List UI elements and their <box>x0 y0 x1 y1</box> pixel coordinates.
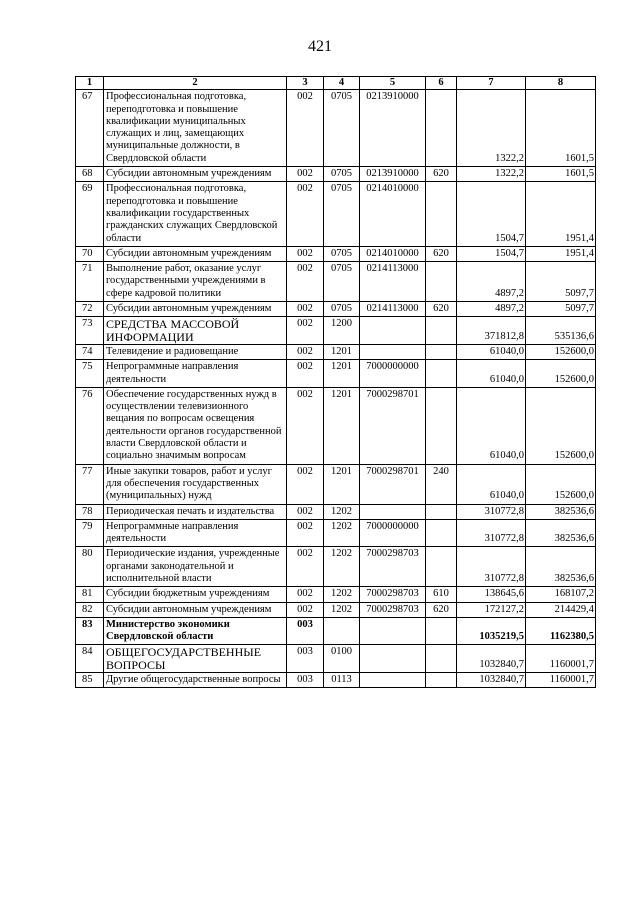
amount-2019-cell: 310772,8 <box>457 547 526 587</box>
row-name-cell: Субсидии автономным учреждениям <box>104 246 287 261</box>
header-col-5: 5 <box>360 77 426 90</box>
section-code-cell: 0705 <box>324 302 360 317</box>
admin-code-cell: 002 <box>287 317 324 345</box>
target-code-cell: 0214010000 <box>360 182 426 246</box>
amount-2020-cell: 382536,6 <box>526 504 596 519</box>
table-row <box>76 344 596 359</box>
row-number-cell: 84 <box>76 645 104 673</box>
table-header-row <box>76 77 596 90</box>
target-code-cell <box>360 673 426 688</box>
row-number-cell: 85 <box>76 673 104 688</box>
expense-type-cell <box>426 360 457 388</box>
expense-type-cell <box>426 617 457 645</box>
amount-2020-cell: 1951,4 <box>526 182 596 246</box>
expense-type-cell: 240 <box>426 464 457 504</box>
expense-type-cell <box>426 344 457 359</box>
section-code-cell: 1202 <box>324 547 360 587</box>
table-row <box>76 547 596 587</box>
amount-2020-cell: 535136,6 <box>526 317 596 345</box>
amount-2019-cell: 61040,0 <box>457 387 526 464</box>
section-code-cell: 1202 <box>324 504 360 519</box>
table-row <box>76 262 596 302</box>
target-code-cell: 7000298703 <box>360 587 426 602</box>
amount-2019-cell: 1032840,7 <box>457 673 526 688</box>
header-col-8: 8 <box>526 77 596 90</box>
table-row <box>76 504 596 519</box>
row-name-cell: СРЕДСТВА МАССОВОЙ ИНФОРМАЦИИ <box>104 317 287 345</box>
amount-2019-cell: 310772,8 <box>457 504 526 519</box>
row-number-cell: 76 <box>76 387 104 464</box>
amount-2020-cell: 5097,7 <box>526 302 596 317</box>
target-code-cell: 7000298701 <box>360 387 426 464</box>
target-code-cell: 7000000000 <box>360 360 426 388</box>
admin-code-cell: 002 <box>287 387 324 464</box>
table-body <box>76 90 596 688</box>
header-col-7: 7 <box>457 77 526 90</box>
amount-2019-cell: 1035219,5 <box>457 617 526 645</box>
amount-2020-cell: 1951,4 <box>526 246 596 261</box>
row-number-cell: 82 <box>76 602 104 617</box>
target-code-cell: 0214113000 <box>360 302 426 317</box>
table-row <box>76 617 596 645</box>
table-row <box>76 90 596 167</box>
row-name-cell: Обеспечение государственных нужд в осуществлении телевизионного вещания по вопросам освещения деятельности органов государственной власти Свердловской области и социально значимым вопросам <box>104 387 287 464</box>
row-number-cell: 72 <box>76 302 104 317</box>
row-name-cell: Профессиональная подготовка, переподготовка и повышение квалификации муниципальных служащих и лиц, замещающих муниципальные должности, в Свердловской области <box>104 90 287 167</box>
header-col-1: 1 <box>76 77 104 90</box>
amount-2019-cell: 1322,2 <box>457 167 526 182</box>
expense-type-cell: 610 <box>426 587 457 602</box>
admin-code-cell: 002 <box>287 182 324 246</box>
amount-2020-cell: 1160001,7 <box>526 673 596 688</box>
table-row <box>76 602 596 617</box>
row-number-cell: 80 <box>76 547 104 587</box>
section-code-cell: 0705 <box>324 90 360 167</box>
amount-2020-cell: 1601,5 <box>526 90 596 167</box>
amount-2019-cell: 1504,7 <box>457 246 526 261</box>
admin-code-cell: 003 <box>287 645 324 673</box>
amount-2020-cell: 152600,0 <box>526 360 596 388</box>
target-code-cell: 7000298701 <box>360 464 426 504</box>
row-number-cell: 73 <box>76 317 104 345</box>
amount-2019-cell: 61040,0 <box>457 344 526 359</box>
section-code-cell: 1201 <box>324 464 360 504</box>
section-code-cell: 1201 <box>324 387 360 464</box>
section-code-cell: 0113 <box>324 673 360 688</box>
admin-code-cell: 002 <box>287 464 324 504</box>
row-number-cell: 68 <box>76 167 104 182</box>
row-name-cell: Субсидии автономным учреждениям <box>104 167 287 182</box>
amount-2020-cell: 382536,6 <box>526 519 596 547</box>
table-row <box>76 182 596 246</box>
section-code-cell: 0705 <box>324 167 360 182</box>
amount-2019-cell: 371812,8 <box>457 317 526 345</box>
admin-code-cell: 002 <box>287 167 324 182</box>
table-row <box>76 519 596 547</box>
amount-2020-cell: 152600,0 <box>526 344 596 359</box>
row-name-cell: Субсидии автономным учреждениям <box>104 302 287 317</box>
row-name-cell: Иные закупки товаров, работ и услуг для обеспечения государственных (муниципальных) нужд <box>104 464 287 504</box>
amount-2019-cell: 4897,2 <box>457 302 526 317</box>
row-name-cell: Телевидение и радиовещание <box>104 344 287 359</box>
admin-code-cell: 003 <box>287 617 324 645</box>
table-row <box>76 464 596 504</box>
admin-code-cell: 002 <box>287 262 324 302</box>
row-number-cell: 69 <box>76 182 104 246</box>
target-code-cell: 0214113000 <box>360 262 426 302</box>
admin-code-cell: 002 <box>287 587 324 602</box>
expense-type-cell <box>426 504 457 519</box>
expense-type-cell: 620 <box>426 302 457 317</box>
target-code-cell: 0213910000 <box>360 167 426 182</box>
header-col-6: 6 <box>426 77 457 90</box>
expense-type-cell: 620 <box>426 246 457 261</box>
target-code-cell <box>360 317 426 345</box>
admin-code-cell: 002 <box>287 360 324 388</box>
table-row <box>76 246 596 261</box>
row-number-cell: 78 <box>76 504 104 519</box>
amount-2020-cell: 382536,6 <box>526 547 596 587</box>
target-code-cell <box>360 617 426 645</box>
admin-code-cell: 002 <box>287 90 324 167</box>
amount-2019-cell: 138645,6 <box>457 587 526 602</box>
admin-code-cell: 003 <box>287 673 324 688</box>
target-code-cell <box>360 645 426 673</box>
table-row <box>76 387 596 464</box>
amount-2020-cell: 152600,0 <box>526 387 596 464</box>
amount-2020-cell: 1160001,7 <box>526 645 596 673</box>
table-row <box>76 302 596 317</box>
row-name-cell: Периодическая печать и издательства <box>104 504 287 519</box>
admin-code-cell: 002 <box>287 547 324 587</box>
section-code-cell: 1200 <box>324 317 360 345</box>
expense-type-cell <box>426 387 457 464</box>
row-name-cell: Субсидии автономным учреждениям <box>104 602 287 617</box>
amount-2020-cell: 214429,4 <box>526 602 596 617</box>
amount-2020-cell: 1162380,5 <box>526 617 596 645</box>
amount-2020-cell: 5097,7 <box>526 262 596 302</box>
amount-2019-cell: 172127,2 <box>457 602 526 617</box>
table-row <box>76 673 596 688</box>
section-code-cell: 0705 <box>324 182 360 246</box>
amount-2019-cell: 61040,0 <box>457 464 526 504</box>
row-name-cell: Профессиональная подготовка, переподготовка и повышение квалификации государственных гражданских служащих Свердловской области <box>104 182 287 246</box>
amount-2019-cell: 4897,2 <box>457 262 526 302</box>
header-col-3: 3 <box>287 77 324 90</box>
amount-2020-cell: 152600,0 <box>526 464 596 504</box>
expense-type-cell <box>426 262 457 302</box>
row-number-cell: 71 <box>76 262 104 302</box>
section-code-cell: 0705 <box>324 262 360 302</box>
section-code-cell: 1201 <box>324 360 360 388</box>
target-code-cell: 7000000000 <box>360 519 426 547</box>
admin-code-cell: 002 <box>287 504 324 519</box>
row-name-cell: Непрограммные направления деятельности <box>104 360 287 388</box>
expense-type-cell <box>426 547 457 587</box>
row-name-cell: Субсидии бюджетным учреждениям <box>104 587 287 602</box>
expense-type-cell <box>426 645 457 673</box>
row-number-cell: 75 <box>76 360 104 388</box>
row-name-cell: Непрограммные направления деятельности <box>104 519 287 547</box>
row-number-cell: 83 <box>76 617 104 645</box>
row-number-cell: 79 <box>76 519 104 547</box>
expense-type-cell <box>426 317 457 345</box>
section-code-cell: 1201 <box>324 344 360 359</box>
section-code-cell: 0100 <box>324 645 360 673</box>
amount-2019-cell: 1322,2 <box>457 90 526 167</box>
row-name-cell: ОБЩЕГОСУДАРСТВЕННЫЕ ВОПРОСЫ <box>104 645 287 673</box>
section-code-cell: 1202 <box>324 519 360 547</box>
admin-code-cell: 002 <box>287 246 324 261</box>
row-number-cell: 70 <box>76 246 104 261</box>
admin-code-cell: 002 <box>287 302 324 317</box>
section-code-cell <box>324 617 360 645</box>
expense-type-cell <box>426 519 457 547</box>
amount-2019-cell: 1032840,7 <box>457 645 526 673</box>
expense-type-cell: 620 <box>426 602 457 617</box>
table-row <box>76 587 596 602</box>
admin-code-cell: 002 <box>287 344 324 359</box>
table-row <box>76 645 596 673</box>
section-code-cell: 1202 <box>324 587 360 602</box>
row-name-cell: Выполнение работ, оказание услуг государственными учреждениями в сфере кадровой политики <box>104 262 287 302</box>
row-name-cell: Другие общегосударственные вопросы <box>104 673 287 688</box>
expense-type-cell <box>426 182 457 246</box>
table-row <box>76 317 596 345</box>
amount-2019-cell: 61040,0 <box>457 360 526 388</box>
target-code-cell: 7000298703 <box>360 602 426 617</box>
target-code-cell <box>360 504 426 519</box>
target-code-cell <box>360 344 426 359</box>
section-code-cell: 0705 <box>324 246 360 261</box>
row-number-cell: 77 <box>76 464 104 504</box>
admin-code-cell: 002 <box>287 519 324 547</box>
page-number: 421 <box>308 38 332 55</box>
table-row <box>76 360 596 388</box>
expense-type-cell: 620 <box>426 167 457 182</box>
row-name-cell: Министерство экономики Свердловской области <box>104 617 287 645</box>
row-name-cell: Периодические издания, учрежденные органами законодательной и исполнительной власти <box>104 547 287 587</box>
target-code-cell: 7000298703 <box>360 547 426 587</box>
amount-2020-cell: 1601,5 <box>526 167 596 182</box>
table-row <box>76 167 596 182</box>
row-number-cell: 74 <box>76 344 104 359</box>
expense-type-cell <box>426 673 457 688</box>
budget-table <box>75 76 596 688</box>
amount-2020-cell: 168107,2 <box>526 587 596 602</box>
amount-2019-cell: 1504,7 <box>457 182 526 246</box>
target-code-cell: 0213910000 <box>360 90 426 167</box>
expense-type-cell <box>426 90 457 167</box>
header-col-4: 4 <box>324 77 360 90</box>
admin-code-cell: 002 <box>287 602 324 617</box>
header-col-2: 2 <box>104 77 287 90</box>
row-number-cell: 67 <box>76 90 104 167</box>
target-code-cell: 0214010000 <box>360 246 426 261</box>
amount-2019-cell: 310772,8 <box>457 519 526 547</box>
row-number-cell: 81 <box>76 587 104 602</box>
section-code-cell: 1202 <box>324 602 360 617</box>
